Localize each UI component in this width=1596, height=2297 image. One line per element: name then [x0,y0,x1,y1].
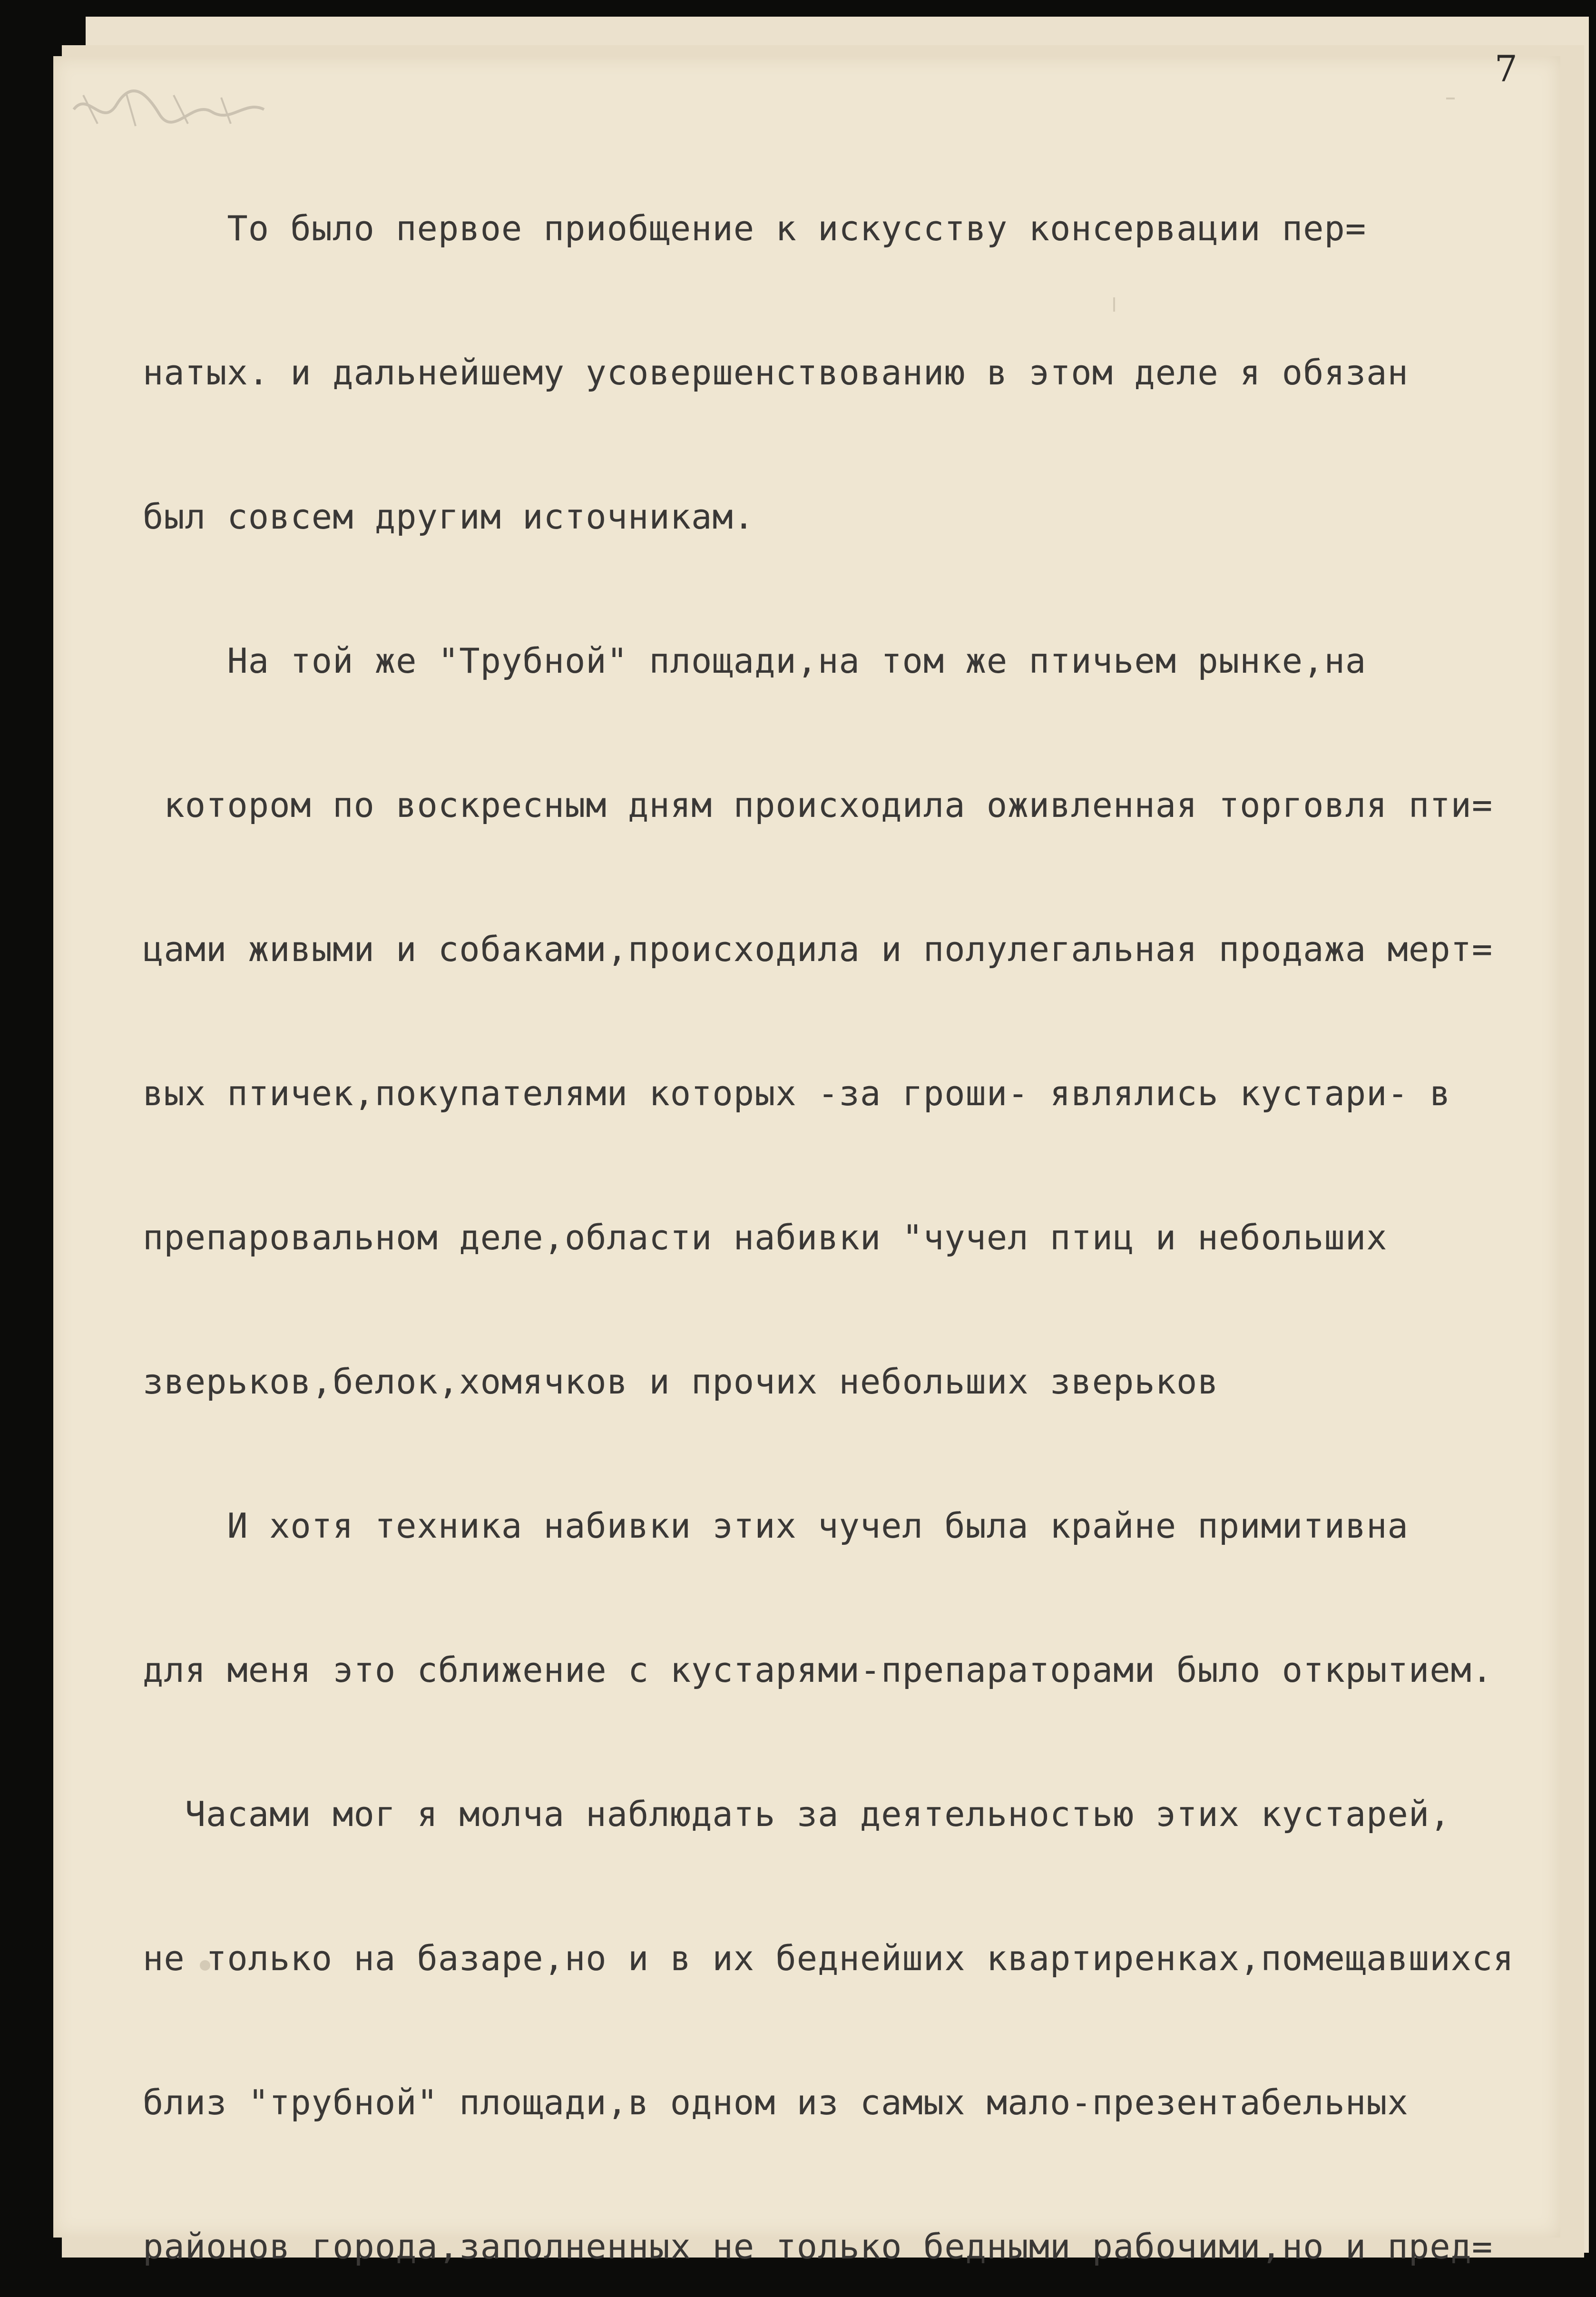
text-line: близ "трубной" площади,в одном из самых мало-презентабельных [143,2082,1409,2122]
paper-fiber-mark [1446,98,1455,99]
text-line: районов города,заполненных не только бедными рабочими,но и пред= [143,2227,1493,2267]
text-line: цами живыми и собаками,происходила и полулегальная продажа мерт= [143,929,1493,969]
text-line: То было первое приобщение к искусству консервации пер= [143,208,1367,248]
text-line: был совсем другим источникам. [143,497,755,537]
text-line: препаровальном деле,области набивки "чучел птиц и небольших [143,1217,1388,1257]
text-line: не только на базаре,но и в их беднейших квартиренках,помещавшихся [143,1938,1514,1978]
text-line: И хотя техника набивки этих чучел была крайне примитивна [143,1506,1409,1546]
page-number: 7 [1494,48,1518,90]
text-line: котором по воскресным дням происходила оживленная торговля пти= [143,785,1493,825]
text-line: натых. и дальнейшему усовершенствованию в этом деле я обязан [143,353,1409,393]
text-line: вых птичек,покупателями которых -за гроши- являлись кустари- в [143,1073,1451,1113]
text-line: зверьков,белок,хомячков и прочих небольших зверьков [143,1362,1219,1402]
text-line: На той же "Трубной" площади,на том же птичьем рынке,на [143,641,1367,681]
text-line: для меня это сближение с кустарями-препараторами было открытием. [143,1650,1493,1690]
typewritten-text [143,117,1514,2297]
text-line: Часами мог я молча наблюдать за деятельностью этих кустарей, [143,1794,1451,1834]
